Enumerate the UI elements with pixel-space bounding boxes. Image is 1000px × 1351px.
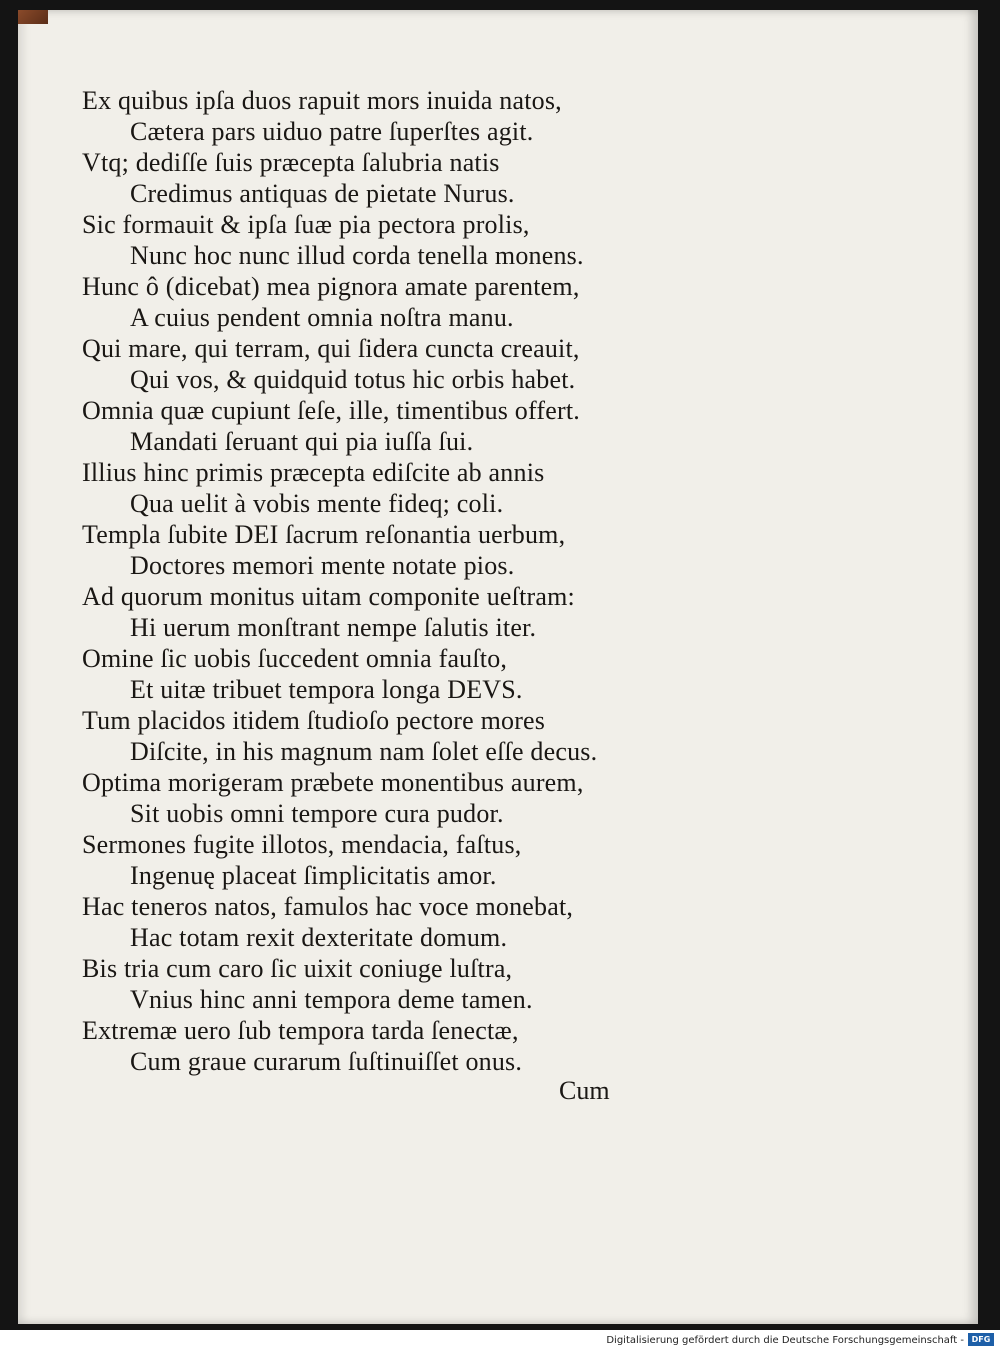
verse-line: Ingenuę placeat ſimplicitatis amor.: [130, 861, 497, 890]
digitization-credit: Digitalisierung gefördert durch die Deutsche Forschungsgemeinschaft -: [606, 1335, 964, 1346]
verse-line: Hac teneros natos, famulos hac voce monebat,: [82, 892, 574, 921]
verse-line: Qui mare, qui terram, qui ſidera cuncta creauit,: [82, 334, 580, 363]
verse-line: Templa ſubite DEI ſacrum reſonantia uerbum,: [82, 520, 566, 549]
verse-line: Cum graue curarum ſuſtinuiſſet onus.: [130, 1047, 523, 1076]
verse-line: A cuius pendent omnia noſtra manu.: [130, 303, 514, 332]
verse-line: Extremæ uero ſub tempora tarda ſenectæ,: [82, 1016, 519, 1045]
footer-bar: [0, 1330, 1000, 1351]
verse-line: Sermones fugite illotos, mendacia, faſtus,: [82, 830, 522, 859]
verse-line: Hac totam rexit dexteritate domum.: [130, 923, 508, 952]
verse-line: Optima morigeram præbete monentibus aurem,: [82, 768, 584, 797]
verse-line: Nunc hoc nunc illud corda tenella monens.: [130, 241, 584, 270]
verse-line: Sic formauit & ipſa ſuæ pia pectora prolis,: [82, 210, 530, 239]
verse-line: Sit uobis omni tempore cura pudor.: [130, 799, 504, 828]
verse-line: Qui vos, & quidquid totus hic orbis habet.: [130, 365, 576, 394]
verse-line: Omine ſic uobis ſuccedent omnia fauſto,: [82, 644, 508, 673]
verse-line: Doctores memori mente notate pios.: [130, 551, 515, 580]
verse-line: Hi uerum monſtrant nempe ſalutis iter.: [130, 613, 537, 642]
verse-line: Hunc ô (dicebat) mea pignora amate parentem,: [82, 272, 580, 301]
verse-line: Ex quibus ipſa duos rapuit mors inuida natos,: [82, 86, 562, 115]
verse-line: Vnius hinc anni tempora deme tamen.: [130, 985, 533, 1014]
verse-line: Illius hinc primis præcepta ediſcite ab annis: [82, 458, 545, 487]
verse-line: Ad quorum monitus uitam componite ueſtram:: [82, 582, 575, 611]
poem-text: [18, 10, 978, 1324]
verse-line: Qua uelit à vobis mente fideq; coli.: [130, 489, 504, 518]
verse-line: Tum placidos itidem ſtudioſo pectore mores: [82, 706, 546, 735]
book-page: [18, 10, 978, 1324]
dfg-logo-icon: DFG: [968, 1333, 994, 1346]
catchword: Cum: [559, 1076, 610, 1105]
verse-line: Bis tria cum caro ſic uixit coniuge luſtra,: [82, 954, 513, 983]
verse-line: Omnia quæ cupiunt ſeſe, ille, timentibus offert.: [82, 396, 580, 425]
verse-line: Vtq; dediſſe ſuis præcepta ſalubria natis: [82, 148, 500, 177]
verse-line: Mandati ſeruant qui pia iuſſa ſui.: [130, 427, 474, 456]
verse-line: Cætera pars uiduo patre ſuperſtes agit.: [130, 117, 534, 146]
verse-line: Et uitæ tribuet tempora longa DEVS.: [130, 675, 523, 704]
verse-line: Diſcite, in his magnum nam ſolet eſſe decus.: [130, 737, 598, 766]
verse-line: Credimus antiquas de pietate Nurus.: [130, 179, 515, 208]
